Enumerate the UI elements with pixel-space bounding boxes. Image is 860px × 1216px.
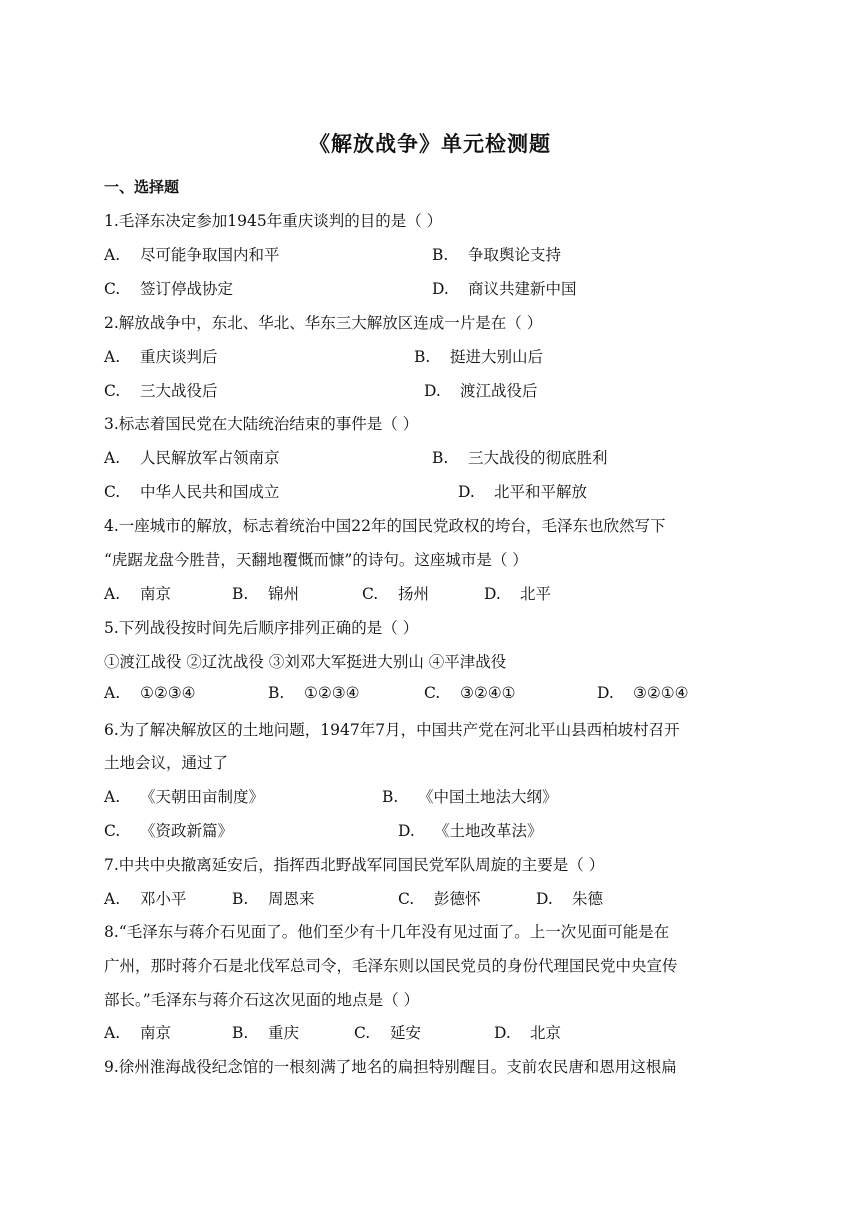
option-letter: C. bbox=[104, 280, 121, 298]
option-letter: A. bbox=[104, 890, 121, 908]
question-8-option-d bbox=[494, 1021, 561, 1043]
option-text: 三大战役后 bbox=[140, 382, 218, 400]
option-text: 朱德 bbox=[572, 890, 604, 908]
option-text: 《资政新篇》 bbox=[140, 822, 234, 840]
option-letter: B. bbox=[232, 585, 249, 603]
option-letter: A. bbox=[104, 246, 121, 264]
question-6-option-b bbox=[382, 785, 558, 807]
question-7-stem: 7.中共中央撤离延安后，指挥西北野战军同国民党军队周旋的主要是（ ） bbox=[104, 856, 605, 874]
question-7-option-a bbox=[104, 887, 187, 909]
question-6-stem-line-2: 土地会议，通过了 bbox=[104, 754, 229, 772]
question-4-option-c bbox=[362, 582, 429, 604]
question-3-stem: 3.标志着国民党在大陆统治结束的事件是（ ） bbox=[104, 415, 419, 433]
option-letter: D. bbox=[398, 822, 415, 840]
option-letter: C. bbox=[354, 1024, 371, 1042]
option-letter: D. bbox=[432, 280, 449, 298]
option-letter: B. bbox=[432, 246, 449, 264]
option-text: ①②③④ bbox=[304, 684, 360, 702]
option-letter: C. bbox=[424, 684, 441, 702]
option-text: 北平 bbox=[520, 585, 552, 603]
question-4-option-d bbox=[484, 582, 551, 604]
question-4-stem-line-1: 4.一座城市的解放，标志着统治中国22年的国民党政权的垮台，毛泽东也欣然写下 bbox=[104, 517, 666, 535]
option-letter: C. bbox=[104, 382, 121, 400]
question-8-option-a bbox=[104, 1021, 171, 1043]
option-letter: C. bbox=[104, 483, 121, 501]
option-letter: A. bbox=[104, 449, 121, 467]
question-1-stem: 1.毛泽东决定参加1945年重庆谈判的目的是（ ） bbox=[104, 212, 443, 230]
option-letter: D. bbox=[458, 483, 475, 501]
question-5-option-c bbox=[424, 684, 516, 702]
option-text: 周恩来 bbox=[268, 890, 315, 908]
option-text: 挺进大别山后 bbox=[450, 348, 544, 366]
question-6-option-c bbox=[104, 819, 233, 841]
option-letter: C. bbox=[104, 822, 121, 840]
option-letter: B. bbox=[414, 348, 431, 366]
question-5-option-d bbox=[597, 684, 689, 702]
section-heading: 一、选择题 bbox=[104, 178, 180, 196]
question-4-option-a bbox=[104, 582, 171, 604]
question-3-option-d bbox=[458, 480, 587, 502]
question-8-option-c bbox=[354, 1021, 421, 1043]
option-letter: A. bbox=[104, 348, 121, 366]
question-4-stem-line-2: “虎踞龙盘今胜昔，天翻地覆慨而慷”的诗句。这座城市是（ ） bbox=[104, 551, 528, 569]
option-text: ③②①④ bbox=[633, 684, 689, 702]
question-2-option-c bbox=[104, 379, 218, 401]
option-letter: A. bbox=[104, 585, 121, 603]
question-9-stem-line-1: 9.徐州淮海战役纪念馆的一根刻满了地名的扁担特别醒目。支前农民唐和恩用这根扁 bbox=[104, 1058, 677, 1076]
question-3-option-a bbox=[104, 446, 280, 468]
question-1-option-a bbox=[104, 243, 280, 265]
option-text: 北平和平解放 bbox=[494, 483, 588, 501]
option-text: 扬州 bbox=[398, 585, 430, 603]
option-letter: B. bbox=[268, 684, 285, 702]
option-text: 延安 bbox=[390, 1024, 422, 1042]
question-6-option-a bbox=[104, 785, 264, 807]
question-5-items: ①渡江战役 ②辽沈战役 ③刘邓大军挺进大别山 ④平津战役 bbox=[104, 653, 507, 671]
option-text: 尽可能争取国内和平 bbox=[140, 246, 280, 264]
option-text: 商议共建新中国 bbox=[468, 280, 577, 298]
option-letter: D. bbox=[597, 684, 614, 702]
option-letter: D. bbox=[424, 382, 441, 400]
option-text: 南京 bbox=[140, 585, 172, 603]
question-7-option-d bbox=[536, 887, 603, 909]
option-text: ①②③④ bbox=[140, 684, 196, 702]
option-letter: D. bbox=[536, 890, 553, 908]
question-8-stem-line-2: 广州，那时蒋介石是北伐军总司令，毛泽东则以国民党员的身份代理国民党中央宣传 bbox=[104, 957, 678, 975]
option-letter: B. bbox=[232, 1024, 249, 1042]
option-text: 中华人民共和国成立 bbox=[140, 483, 280, 501]
option-text: 邓小平 bbox=[140, 890, 187, 908]
question-5-option-a bbox=[104, 684, 196, 702]
question-1-option-b bbox=[432, 243, 561, 265]
question-3-option-b bbox=[432, 446, 608, 468]
option-text: 《土地改革法》 bbox=[434, 822, 543, 840]
question-1-option-d bbox=[432, 277, 577, 299]
question-7-option-b bbox=[232, 887, 315, 909]
question-7-option-c bbox=[398, 887, 481, 909]
option-letter: C. bbox=[362, 585, 379, 603]
option-letter: D. bbox=[494, 1024, 511, 1042]
option-text: 南京 bbox=[140, 1024, 172, 1042]
question-5-option-b bbox=[268, 684, 360, 702]
question-8-option-b bbox=[232, 1021, 299, 1043]
option-text: 三大战役的彻底胜利 bbox=[468, 449, 608, 467]
option-letter: A. bbox=[104, 788, 121, 806]
question-4-option-b bbox=[232, 582, 299, 604]
option-text: 争取舆论支持 bbox=[468, 246, 562, 264]
question-2-option-d bbox=[424, 379, 538, 401]
option-letter: B. bbox=[232, 890, 249, 908]
option-letter: A. bbox=[104, 1024, 121, 1042]
question-8-stem-line-3: 部长。”毛泽东与蒋介石这次见面的地点是（ ） bbox=[104, 991, 420, 1009]
option-text: 人民解放军占领南京 bbox=[140, 449, 280, 467]
option-text: 重庆谈判后 bbox=[140, 348, 218, 366]
question-2-option-b bbox=[414, 345, 543, 367]
document-title: 《解放战争》单元检测题 bbox=[309, 131, 551, 156]
option-text: ③②④① bbox=[460, 684, 516, 702]
question-1-option-c bbox=[104, 277, 233, 299]
option-letter: A. bbox=[104, 684, 121, 702]
question-2-stem: 2.解放战争中，东北、华北、华东三大解放区连成一片是在（ ） bbox=[104, 314, 543, 332]
option-text: 《中国土地法大纲》 bbox=[418, 788, 558, 806]
question-6-option-d bbox=[398, 819, 543, 841]
option-text: 锦州 bbox=[268, 585, 300, 603]
question-6-stem-line-1: 6.为了解决解放区的土地问题，1947年7月，中国共产党在河北平山县西柏坡村召开 bbox=[104, 721, 680, 739]
question-2-option-a bbox=[104, 345, 218, 367]
option-letter: C. bbox=[398, 890, 415, 908]
question-5-stem: 5.下列战役按时间先后顺序排列正确的是（ ） bbox=[104, 619, 419, 637]
option-letter: B. bbox=[432, 449, 449, 467]
question-3-option-c bbox=[104, 480, 280, 502]
option-text: 北京 bbox=[530, 1024, 562, 1042]
option-text: 签订停战协定 bbox=[140, 280, 234, 298]
question-8-stem-line-1: 8.“毛泽东与蒋介石见面了。他们至少有十几年没有见过面了。上一次见面可能是在 bbox=[104, 923, 670, 941]
option-text: 彭德怀 bbox=[434, 890, 481, 908]
option-letter: D. bbox=[484, 585, 501, 603]
option-letter: B. bbox=[382, 788, 399, 806]
option-text: 渡江战役后 bbox=[460, 382, 538, 400]
option-text: 重庆 bbox=[268, 1024, 300, 1042]
option-text: 《天朝田亩制度》 bbox=[140, 788, 265, 806]
